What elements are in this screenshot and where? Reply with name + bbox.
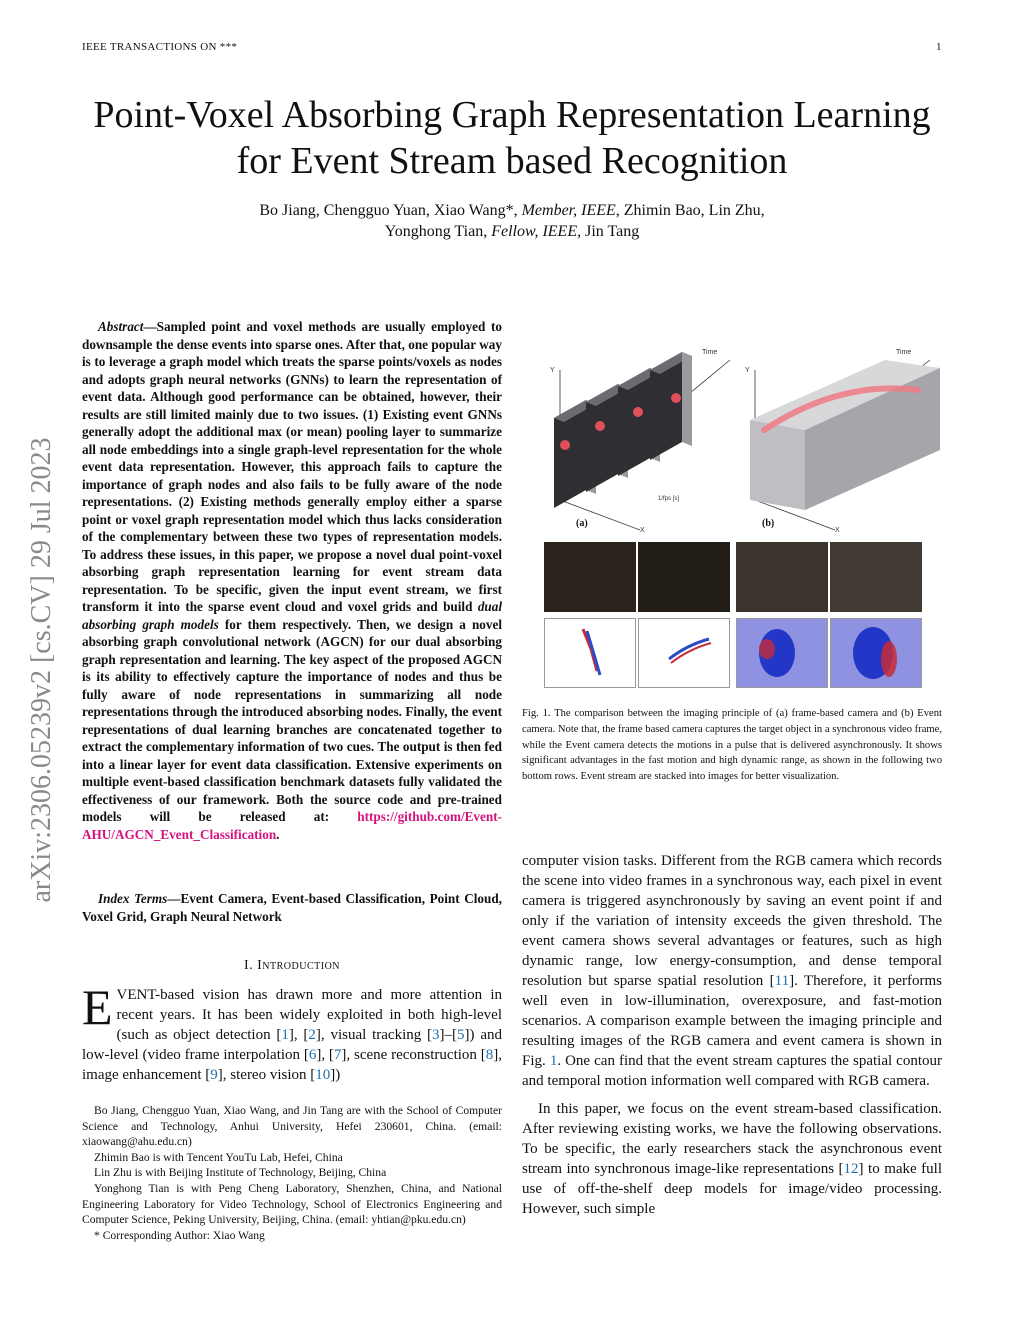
author-role-member: Member, IEEE: [521, 202, 616, 219]
intro-text: ], stereo vision [: [217, 1067, 316, 1083]
abstract-text-2: for them respectively. Then, we design a novel absorbing graph convolutional network (AGCN) for our dual absorbing graph representation and learning. The key aspect of the proposed AGCN is its ability to effectively capture the importance of nodes and thus be fully aware of node representations in summarizing all node representations through the introduced absorbing nodes. Finally, the event representations of dual learning branches are concatenated together to extract the complementary information of two cues. The output is then fed into a linear layer for event data classification. Extensive experiments on multiple event-based classification benchmark datasets fully validated the effectiveness of our framework. Both the source code and pre-trained models will be released at:: [82, 616, 502, 824]
body-text: In this paper, we focus on the event stream-based classification. After reviewing existing works, we have the following observations. To be specific, the early researchers stack the asynchronous event stream into synchronous image-like representations [: [522, 1101, 942, 1177]
section-heading: [82, 958, 502, 974]
intro-text: ], [: [316, 1047, 334, 1063]
authors-line1: Bo Jiang, Chengguo Yuan, Xiao Wang*,: [259, 202, 522, 219]
index-terms-label: Index Terms: [98, 891, 168, 906]
time-label-a: Time: [702, 349, 718, 356]
body-text: ]. Therefore, it performs well even in low-illumination, overexposure, and fast-motion scenarios. A comparison example between the imaging principle and resulting images of the RGB camera and event camera is shown in Fig.: [522, 973, 943, 1069]
section-title: Introduction: [257, 958, 341, 973]
paragraph: [522, 1099, 942, 1219]
running-head: IEEE TRANSACTIONS ON ***: [82, 41, 238, 53]
rgb-frame-image: [830, 542, 922, 612]
intro-text: ]) and low-level (video frame interpolation [: [82, 1027, 502, 1063]
subfig-b-label: (b): [762, 518, 775, 529]
fps-label: 1/fps [s]: [658, 496, 680, 502]
page-number: 1: [936, 41, 942, 53]
abstract-label: Abstract: [98, 319, 144, 334]
intro-text: VENT-based vision has drawn more and more attention in recent years. It has been widely exploited in both high-level (such as object detection [: [116, 987, 502, 1043]
footnote: Zhimin Bao is with Tencent YouTu Lab, Hefei, China: [94, 1150, 343, 1164]
rgb-frame-image: [544, 542, 636, 612]
index-terms: [82, 890, 502, 925]
code-link[interactable]: https://github.com/Event-AHU/AGCN_Event_Classification: [82, 809, 502, 842]
rgb-frame-image: [736, 542, 828, 612]
ref-link[interactable]: 8: [485, 1047, 494, 1063]
intro-text: ]): [330, 1067, 341, 1083]
footnote: Yonghong Tian is with Peng Cheng Laboratory, Shenzhen, China, and National Engineering Laboratory for Video Technology, School of Electronics Engineering and Computer Science, Peking University, Beijing, China. (email: yhtian@pku.edu.cn): [82, 1181, 502, 1227]
ref-link[interactable]: 9: [210, 1067, 218, 1083]
intro-text: ], image enhancement [: [82, 1047, 502, 1083]
ref-link[interactable]: 6: [308, 1047, 317, 1063]
authors-line2: Yonghong Tian,: [384, 223, 492, 240]
body-text: ] to make full use of off-the-shelf deep models for image/video processing. However, such simple: [522, 1161, 942, 1217]
abstract-text: —Sampled point and voxel methods are usually employed to downsample the dense events into sparse ones. After that, one popular way is to leverage a graph model which treats the sparse points/voxels as nodes and adopts graph neural networks (GNNs) to learn the representation of event data. Although good performance can be obtained, however, their results are still limited mainly due to two issues. (1) Existing event GNNs generally adopt the additional max (or mean) pooling layer to summarize all node embeddings into a single graph-level representation for the whole event data representation. However, this approach fails to capture the importance of graph nodes and also fails to be fully aware of the node representations. (2) Existing methods generally employ either a sparse point or voxel graph representation model which thus lacks consideration of the complementary between these two types of representation models. To address these issues, in this paper, we propose a novel dual point-voxel absorbing graph representation learning for event stream data representation. To be specific, given the input event stream, we first transform it into the sparse event cloud and voxel grids and build: [82, 319, 502, 614]
intro-text: ], scene reconstruction [: [341, 1047, 486, 1063]
ref-link[interactable]: 2: [308, 1027, 316, 1043]
subfig-a-label: (a): [576, 518, 588, 529]
author-role-fellow: Fellow, IEEE: [491, 223, 578, 240]
ref-link[interactable]: 11: [774, 973, 790, 989]
intro-text: ], [: [288, 1027, 309, 1043]
ref-link[interactable]: 10: [315, 1067, 331, 1083]
event-image: [544, 618, 636, 688]
arxiv-stamp[interactable]: arXiv:2306.05239v2 [cs.CV] 29 Jul 2023: [26, 437, 57, 903]
footnote: * Corresponding Author: Xiao Wang: [94, 1228, 265, 1242]
imaging-principle-diagram: [540, 340, 960, 540]
x-label-a: X: [640, 527, 645, 534]
y-label-a: Y: [550, 367, 555, 374]
ref-link[interactable]: 12: [843, 1161, 859, 1177]
event-image: [736, 618, 828, 688]
abstract-end: .: [276, 826, 280, 842]
x-label-b: X: [835, 527, 840, 534]
body-text: . One can find that the event stream captures the spatial contour and temporal motion information well compared with RGB camera.: [522, 1053, 943, 1089]
ref-link[interactable]: 5: [457, 1027, 465, 1043]
body-text: computer vision tasks. Different from the RGB camera which records the scene into video frames in a synchronous way, each pixel in event camera is triggered asynchronously by saving an event point if and only if the variation of intensity exceeds the given threshold. The event camera shows several advantages or features, such as high dynamic range, low energy-consumption, and dense temporal resolution but sparse spatial resolution [: [522, 853, 942, 989]
dropcap: E: [82, 979, 113, 1035]
event-image: [638, 618, 730, 688]
paper-title: Point-Voxel Absorbing Graph Representation Learning for Event Stream based Recognition: [93, 94, 931, 182]
abstract-emphasis: dual absorbing graph models: [82, 599, 502, 632]
intro-paragraph: [82, 979, 502, 1085]
paragraph: [522, 851, 942, 1091]
rgb-frame-image: [638, 542, 730, 612]
figure-1: [540, 340, 960, 695]
footnote: Bo Jiang, Chengguo Yuan, Xiao Wang, and Jin Tang are with the School of Computer Science and Technology, Anhui University, Hefei 230601, China. (email: xiaowang@ahu.edu.cn): [82, 1104, 502, 1149]
intro-text: ]–[: [439, 1027, 458, 1043]
ref-link[interactable]: 7: [333, 1047, 342, 1063]
y-label-b: Y: [745, 367, 750, 374]
intro-continued: [522, 851, 942, 1219]
section-number: I.: [243, 958, 258, 973]
index-terms-text: —Event Camera, Event-based Classification, Point Cloud, Voxel Grid, Graph Neural Network: [82, 891, 502, 924]
figure-ref-link[interactable]: 1: [549, 1053, 558, 1069]
event-image: [830, 618, 922, 688]
footnote: Lin Zhu is with Beijing Institute of Technology, Beijing, China: [94, 1166, 387, 1180]
ref-link[interactable]: 1: [281, 1027, 289, 1043]
authors-line2-end: , Jin Tang: [577, 223, 640, 240]
ref-link[interactable]: 3: [432, 1027, 440, 1043]
time-label-b: Time: [896, 349, 912, 356]
authors-line1-end: , Zhimin Bao, Lin Zhu,: [615, 202, 765, 219]
abstract: [82, 318, 502, 843]
intro-text: ], visual tracking [: [315, 1027, 433, 1043]
author-list: [82, 200, 942, 242]
footnotes: [82, 1103, 502, 1243]
figure-caption: Fig. 1. The comparison between the imaging principle of (a) frame-based camera and (b) Event camera. Note that, the frame based camera captures the target object in a synchronous video frame, while the Event camera detects the motions in a pulse that is delivered asynchronously. It shows significant advantages in the fast motion and high dynamic range, as shown in the following two bottom rows. Event stream are stacked into images for better visualization.: [522, 708, 942, 783]
